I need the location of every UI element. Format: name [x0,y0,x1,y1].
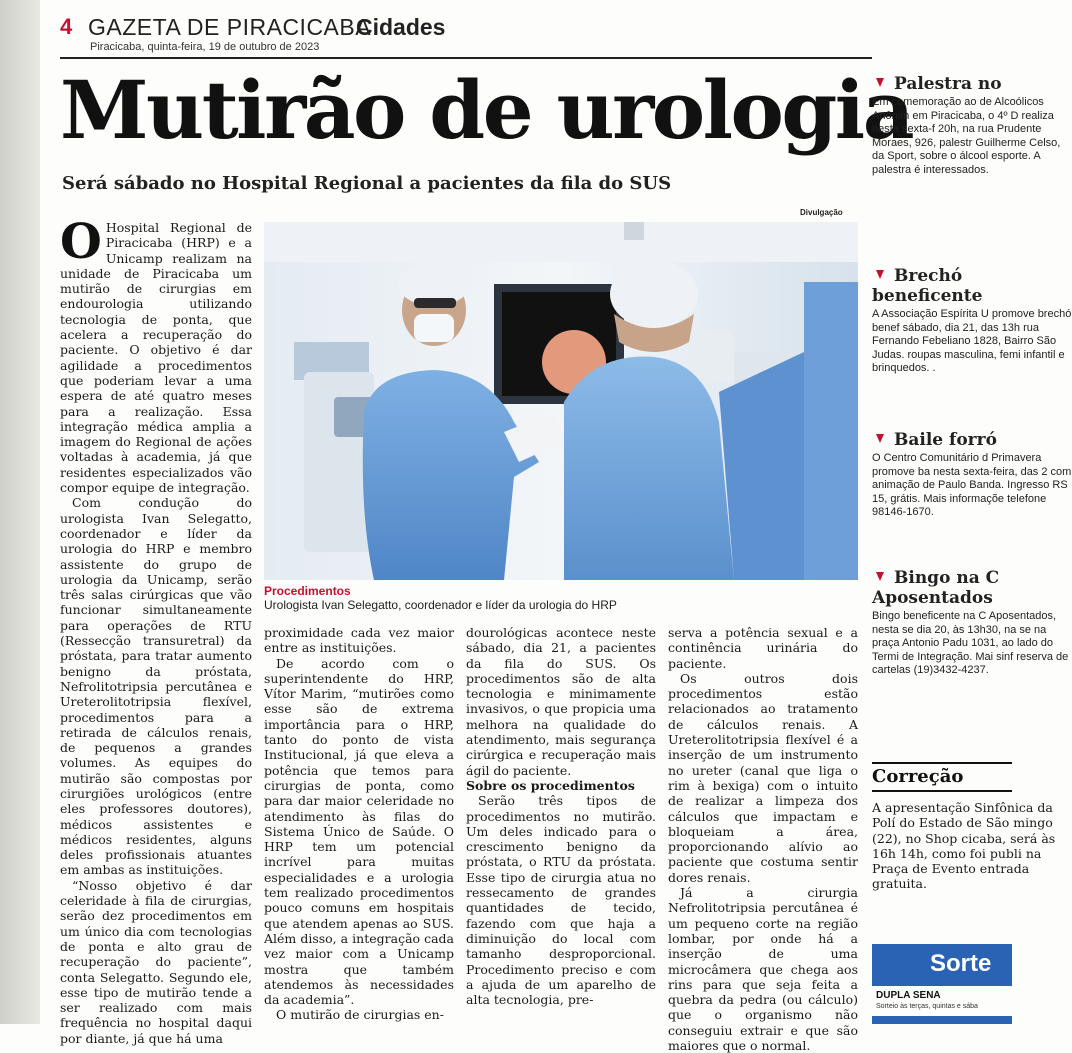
header-rule [60,57,872,59]
triangle-bullet-icon [876,434,884,443]
photo-credit: Divulgação [800,208,843,217]
paragraph: serva a potência sexual e a continência urinária do paciente. [668,625,858,671]
section-subtitle: Sobre os procedimentos [466,777,635,793]
caption-text: Urologista Ivan Selegatto, coordenador e líder da urologia do HRP [264,598,617,612]
sidebar-item-title: Baile forró [894,430,997,450]
lottery-banner [872,944,1012,986]
article-column-4 [668,625,858,1053]
triangle-bullet-icon [876,78,884,87]
sidebar-item-palestra [872,74,1072,178]
lottery-title: Sorte [930,950,992,977]
triangle-bullet-icon [876,572,884,581]
paragraph: Serão três tipos de procedimentos no mutirão. Um deles indicado para o crescimento benigno da próstata, o RTU da próstata. Esse tipo de cirurgia atua no ressecamento de grandes quantidades de tecido, fazendo com que haja a diminuição do local com tamanho desproporcional. Procedimento preciso e com a ajuda de um aparelho de alta tecnologia, pre- [466,793,656,1008]
article-column-3 [466,625,656,1007]
sidebar-item-text: A Associação Espírita U promove brechó benef sábado, dia 21, das 13h rua Fernando Febeliano 1828, Bairro São Judas. roupas masculina, femi infantil e brinquedos. . [872,308,1072,375]
surgery-photo-illustration [264,222,858,580]
section-name: Cidades [356,14,446,40]
sidebar-item-text: Em comemoração ao de Alcoólicos Anônim em Piracicaba, o 4º D realiza nesta sexta-f 20h, na rua Prudente Moraes, 926, palestr Guilherme Celso, da Sport, sobre o álcool esporte. A palestra é interessados. [872,96,1061,176]
sidebar-item-title: Bingo na C [894,568,1000,588]
sidebar-item-baile [872,430,1072,520]
article-subheadline: Será sábado no Hospital Regional a pacientes da fila do SUS [62,173,672,194]
paragraph: Os outros dois procedimentos estão relacionados ao tratamento de cálculos renais. A Ureterolitotripsia flexível é a inserção de um instrumento no ureter (canal que liga o rim à bexiga) com o intuito de realizar a limpeza dos cálculos que impactam e bloqueiam a área, proporcionando alívio ao paciente que costuma sentir dores renais. [668,670,858,885]
article-headline: Mutirão de urologia [60,63,913,157]
article-column-2 [264,625,454,1023]
sidebar-item-text: Bingo beneficente na C Aposentados, nesta se dia 20, às 13h30, na se na praça Antonio Padu 1031, ao lado do Termi de Integração. Mai sinf reserva de cartelas (19)3432-4237. [872,610,1069,677]
page-binding-edge [0,0,40,1024]
dateline: Piracicaba, quinta-feira, 19 de outubro de 2023 [90,41,320,53]
paragraph: dourológicas acontece neste sábado, dia 21, a pacientes da fila do SUS. Os procedimentos são de alta tecnologia e minimamente invasivos, o que propicia uma melhora na qualidade do atendimento, mais segurança cirúrgica e recuperação mais ágil do paciente. [466,625,656,778]
sidebar-item-text: O Centro Comunitário d Primavera promove ba nesta sexta-feira, das 2 com animação de Paulo Banda. Ingresso RS 15, grátis. Mais informaçõe telefone 98146-1670. [872,452,1072,519]
article-column-1 [60,214,252,1046]
triangle-bullet-icon [876,270,884,279]
sidebar-item-title: Brechó [894,266,963,286]
article-photo [264,222,858,580]
paragraph: Hospital Regional de Piracicaba (HRP) e a Unicamp realizam na unidade de Piracicaba um mutirão de cirurgias em endourologia utilizando tecnologia de ponta, que acelera a recuperação do paciente. O objetivo é dar agilidade a procedimentos que poderiam levar a uma espera de até quatro meses para a realização. Essa integração médica amplia a imagem do Regional de ações voltadas à academia, já que residentes especializados vão compor equipe de integração. [60,220,252,496]
sidebar-item-bingo [872,568,1072,678]
paragraph: “Nosso objetivo é dar celeridade à fila de cirurgias, serão dez procedimentos em um único dia com tecnologias de ponta e alto grau de recuperação do paciente”, conta Selegatto. Segundo ele, esse tipo de mutirão tende a ser realizado com mais frequência no hospital daqui por diante, já que há uma [60,877,252,1046]
paragraph: proximidade cada vez maior entre as instituições. [264,625,454,656]
sidebar [872,60,1072,1024]
caption-title: Procedimentos [264,584,351,598]
publication-name: GAZETA DE PIRACICABA [88,14,372,40]
correction-text: A apresentação Sinfônica da Polí do Estado de São mingo (22), no Shop cicaba, será às 16h 14h, como foi publi na Praça de Evento entrada gratuita. [872,800,1056,892]
dupla-sena-label: DUPLA SENA [876,990,941,1001]
lottery-results-strip [872,1016,1012,1024]
page-number: 4 [60,14,73,39]
sidebar-item-title-line2: beneficente [872,286,983,306]
drop-cap: O [60,214,102,270]
sidebar-item-title: Palestra no [894,74,1002,94]
correction-title: Correção [872,766,964,787]
paragraph: Com condução do urologista Ivan Selegatto, coordenador e líder da urologia do HRP e membro assistente do grupo de urologia da Unicamp, serão três salas cirúrgicas que vão funcionar simultaneamente para operações de RTU (Ressecção transuretral) da próstata, para tratar aumento benigno da próstata, Nefrolitotripsia percutânea e Ureterolitotripsia flexível, procedimentos para a retirada de cálculos renais, de pequenos a grandes volumes. As equipes do mutirão são compostas por cirurgiões urológicos (entre eles professores doutores), médicos assistentes e médicos residentes, alguns deles profissionais atuantes em ambas as instituições. [60,495,252,878]
paragraph: O mutirão de cirurgias en- [276,1007,444,1023]
correction-header [872,762,1012,792]
paragraph: De acordo com o superintendente do HRP, Vítor Marim, “mutirões como esse são de extrema importância para o HRP, tanto do ponto de vista Institucional, já que eleva a potência que temos para cirurgias de ponta, como para dar maior celeridade no atendimento às filas do Sistema Único de Saúde. O HRP tem um potencial incrível para muitas especialidades e a urologia tem realizado procedimentos pouco comuns em hospitais que atendem apenas ao SUS. Além disso, a integração cada vez maior com a Unicamp mostra que também atendemos às necessidades da academia”. [264,655,454,1008]
dupla-sena-schedule: Sorteio às terças, quintas e sába [876,1003,978,1010]
sidebar-item-title-line2: Aposentados [872,588,993,608]
paragraph: Já a cirurgia Nefrolitotripsia percutânea é um pequeno corte na região lombar, por onde há a inserção de uma microcâmera que chega aos rins para que seja feita a quebra da pedra (ou cálculo) que o organismo não conseguiu extrair e que são maiores que o normal. [668,885,858,1053]
sidebar-item-brecho [872,266,1072,376]
